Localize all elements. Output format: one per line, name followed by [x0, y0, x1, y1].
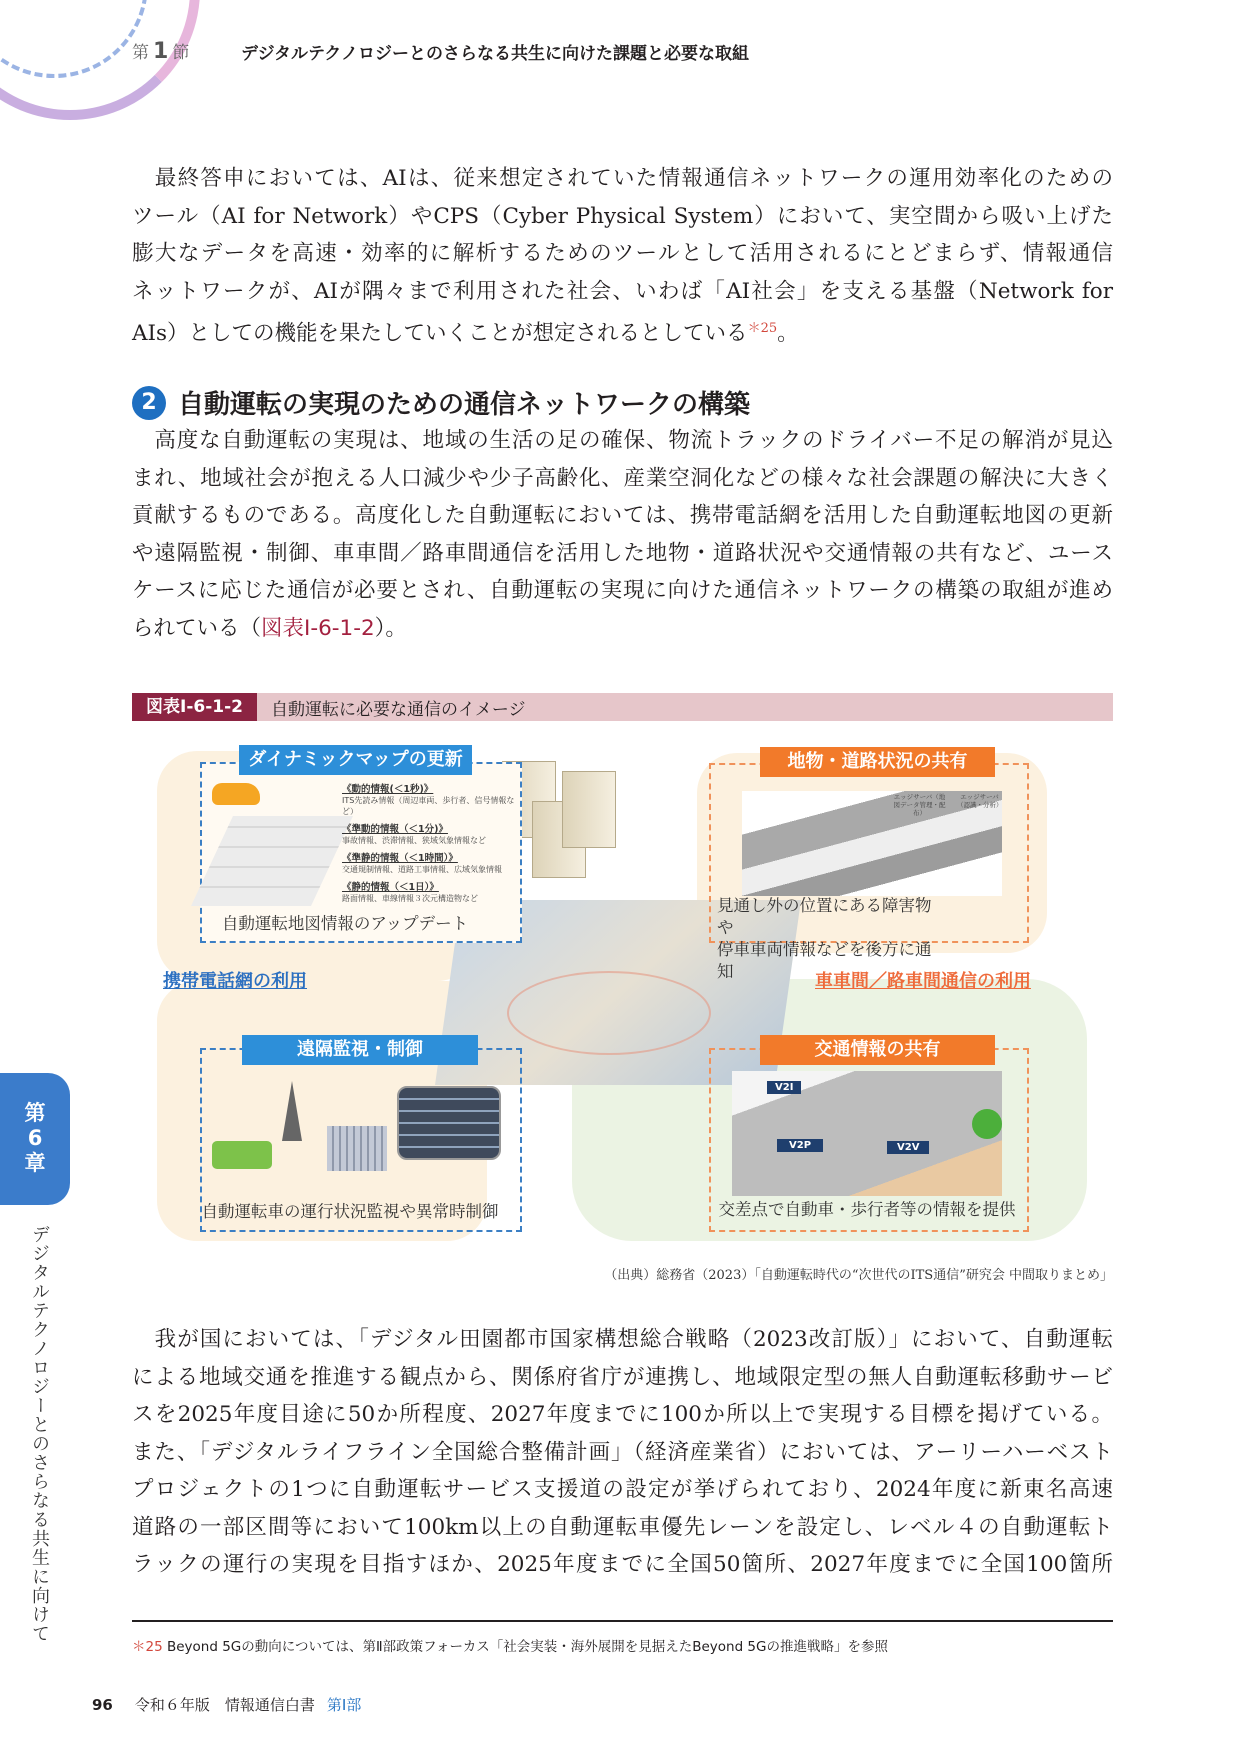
info-desc: 路面情報、車線情報３次元構造物など [342, 894, 478, 903]
v2i-tag: V2I [767, 1081, 801, 1094]
figure-source: （出典）総務省（2023）「自動運転時代の“次世代のITS通信”研究会 中間取りまとめ」 [604, 1268, 1113, 1283]
info-head: 《静的情報（＜1日）》 [342, 882, 439, 893]
figure-diagram [157, 731, 1087, 1249]
text-line: ケースに応じた通信が必要とされ、自動運転の実現に向けた通信ネットワークの構築の取組が進め [132, 578, 1113, 603]
remote-title: 遠隔監視・制御 [242, 1035, 478, 1065]
text-line: 膨大なデータを高速・効率的に解析するためのツールとして活用されるにとどまらず、情報通信 [132, 241, 1113, 266]
traffic-caption: 交差点で自動車・歩行者等の情報を提供 [718, 1200, 1016, 1219]
text-line-content: AIs）としての機能を果たしていくことが想定されるとしている [132, 321, 748, 346]
car-icon [212, 783, 260, 805]
text-line: プロジェクトの1つに自動運転サービス支援道の設定が挙げられており、2024年度に新東名高速 [132, 1477, 1113, 1502]
section-suffix: 節 [172, 43, 190, 63]
dynamic-map-caption: 自動運転地図情報のアップデート [221, 914, 469, 933]
heading-2 [132, 384, 750, 421]
section-prefix: 第 [132, 43, 149, 63]
chapter-tab[interactable] [0, 1073, 70, 1205]
info-desc: 交通規制情報、道路工事情報、広域気象情報 [342, 865, 502, 874]
heading-title: 自動運転の実現のための通信ネットワークの構築 [178, 390, 751, 420]
text-line: 我が国においては、「デジタル田園都市国家構想総合戦略（2023改訂版）」において、自動運転 [132, 1327, 1113, 1352]
text-end: 。 [777, 321, 799, 346]
building-icon [327, 1126, 387, 1171]
edge-server-label: エッジサーバ（認識・分析） [957, 793, 1003, 809]
chapter-side-title: デジタルテクノロジーとのさらなる共生に向けて [29, 1225, 50, 1643]
v2x-label: 車車間／路車間通信の利用 [815, 971, 1031, 992]
control-room-image [397, 1086, 501, 1160]
text-line: スを2025年度目途に50か所程度、2027年度までに100か所以上で実現する目標を掲げている。 [132, 1402, 1113, 1427]
paragraph-2 [132, 422, 1113, 647]
footnote [132, 1635, 888, 1655]
text-line: ラックの運行の実現を目指すほか、2025年度までに全国50箇所、2027年度までに全国100箇所 [132, 1552, 1113, 1577]
text-end: ）。 [374, 615, 407, 641]
text-line: 道路の一部区間等において100km以上の自動運転車優先レーンを設定し、レベル４の自動運転ト [132, 1514, 1113, 1540]
text-line: まれ、地域社会が抱える人口減少や少子高齢化、産業空洞化などの様々な社会課題の解決に大きく [132, 465, 1113, 491]
caption-line: 見通し外の位置にある障害物や [717, 896, 932, 937]
footnote-divider [132, 1620, 1113, 1622]
info-head: 《準静的情報（＜1時間）》 [342, 853, 458, 864]
antenna-tower-icon [282, 1081, 302, 1141]
v2p-tag: V2P [777, 1139, 823, 1152]
section-digit: 1 [153, 39, 169, 64]
text-line: ネットワークが、AIが隅々まで利用された社会、いわば「AI社会」を支える基盤（Network for [132, 278, 1113, 304]
part-label: 第Ⅰ部 [326, 1696, 362, 1714]
section-title: デジタルテクノロジーとのさらなる共生に向けた課題と必要な取組 [241, 44, 749, 64]
text-line: ツール（AI for Network）やCPS（Cyber Physical System）において、実空間から吸い上げた [132, 203, 1113, 229]
remote-caption: 自動運転車の運行状況監視や異常時制御 [201, 1202, 499, 1221]
road-share-title: 地物・道路状況の共有 [760, 747, 995, 777]
text-line: また、「デジタルライフライン全国総合整備計画」（経済産業省）においては、アーリーハーベスト [132, 1439, 1113, 1465]
info-head: 《準動的情報（＜1分)》 [342, 824, 448, 835]
text-line-content: られている（ [132, 615, 262, 641]
server-icon [562, 771, 616, 848]
book-title: 令和６年版 情報通信白書 [134, 1696, 315, 1714]
chapter-tab-text: 6 [27, 1126, 43, 1150]
figure-tag: 図表Ⅰ-6-1-2 [132, 693, 257, 721]
text-line: 貢献するものである。高度化した自動運転においては、携帯電話網を活用した自動運転地図の更新 [132, 503, 1113, 528]
dynamic-info-list [342, 781, 517, 904]
bus-icon [212, 1141, 272, 1169]
info-desc: ITS先読み情報（周辺車両、歩行者、信号情報など） [342, 796, 515, 816]
radio-wave-icon [507, 971, 711, 1055]
text-line [132, 610, 1113, 648]
text-line: や遠隔監視・制御、車車間／路車間通信を活用した地物・道路状況や交通情報の共有など、ユース [132, 540, 1113, 566]
page-number: 96 [92, 1696, 113, 1714]
figure-caption: 自動運転に必要な通信のイメージ [270, 699, 526, 720]
chapter-tab-text: 第 [24, 1101, 46, 1125]
text-line: 高度な自動運転の実現は、地域の生活の足の確保、物流トラックのドライバー不足の解消が見込 [132, 428, 1113, 453]
caption-line: 停車車両情報などを後方に通知 [717, 940, 932, 981]
edge-server-label: エッジサーバ（地図データ管理・配布） [893, 793, 946, 817]
v2v-tag: V2V [887, 1141, 929, 1154]
heading-number-badge: 2 [132, 386, 166, 420]
dynamic-map-title: ダイナミックマップの更新 [239, 745, 472, 775]
text-line: 最終答申においては、AIは、従来想定されていた情報通信ネットワークの運用効率化のための [132, 166, 1113, 191]
info-desc: 事故情報、渋滞情報、狭域気象情報など [342, 836, 486, 845]
footnote-mark: ＊25 [132, 1639, 163, 1655]
paragraph-1 [132, 160, 1113, 348]
tree-icon [972, 1109, 1002, 1139]
paragraph-3 [132, 1321, 1113, 1584]
section-number [132, 38, 189, 64]
mobile-network-label: 携帯電話網の利用 [163, 971, 307, 992]
footnote-ref[interactable]: ＊25 [747, 321, 778, 336]
text-line: による地域交通を推進する観点から、関係府省庁が連携し、地域限定型の無人自動運転移動サービ [132, 1364, 1113, 1390]
traffic-title: 交通情報の共有 [760, 1035, 995, 1065]
footnote-text: Beyond 5Gの動向については、第Ⅱ部政策フォーカス「社会実装・海外展開を見据えたBeyond 5Gの推進戦略」を参照 [166, 1639, 888, 1655]
figure-link[interactable]: 図表Ⅰ-6-1-2 [261, 615, 375, 641]
figure-caption-bar [132, 693, 1113, 721]
info-head: 《動的情報(＜1秒)》 [342, 784, 434, 795]
text-line [132, 310, 1113, 348]
page-footer [92, 1694, 361, 1715]
chapter-tab-text: 章 [24, 1151, 46, 1175]
